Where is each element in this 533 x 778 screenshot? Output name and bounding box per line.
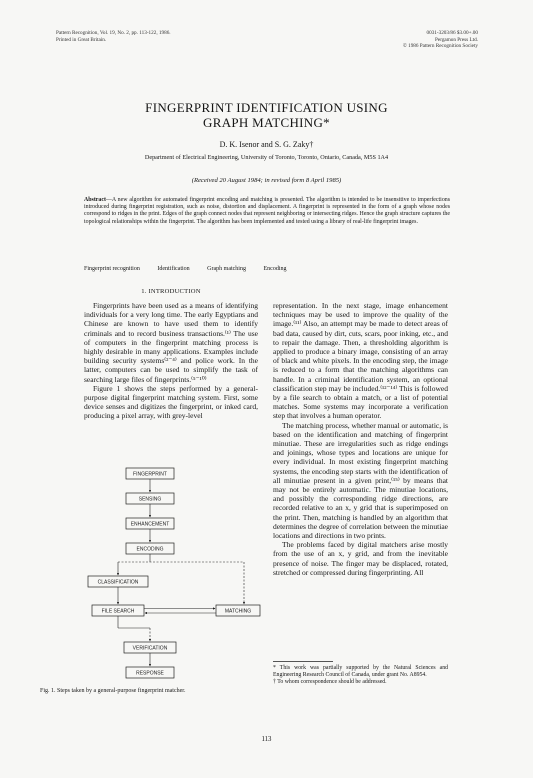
- paragraph: The matching process, whether manual or automatic, is based on the identification and matching of fingerprint minutiae. These are irregularities such as ridge endings and joinings, whose types and locations are unique for every individual. In most existing fingerprint matching systems, the encoding step starts with the identification of all minutiae present in a given print,⁽¹⁵⁾ by means that may not be entirely automatic. The minutiae locations, and possibly the corresponding ridge directions, are recorded relative to an x, y grid that is superimposed on the print. Then, matching is handled by an algorithm that determines the degree of correlation between the minutiae locations and directions in two prints.: [273, 420, 448, 541]
- flow-label-response: RESPONSE: [136, 670, 164, 677]
- footnote-rule: [273, 661, 333, 662]
- paragraph: representation. In the next stage, image enhancement techniques may be used to improve the quality of the image.⁽¹¹⁾ Also, an attempt may be made to detect areas of bad data, caused by dirt, cuts, scars, poor inking, etc., and to repair the damage. Then, a thresholding algorithm is applied to produce a binary image, consisting of an array of black and white pixels. In the encoding step, the image is reduced to a form that the matching algorithms can handle. In a criminal identification system, an optional classification step may be included.⁽¹²⁻¹⁴⁾ This is followed by a file search to obtain a match, or a list of potential matches. Some systems may incorporate a verification step that involves a human operator.: [273, 301, 448, 421]
- journal-citation: Pattern Recognition, Vol. 19, No. 2, pp. 113-122, 1986.: [56, 30, 171, 36]
- publisher: Pergamon Press Ltd.: [435, 36, 478, 43]
- keywords: [84, 265, 450, 273]
- keyword: Encoding: [263, 266, 287, 272]
- paper-title: [0, 100, 533, 130]
- right-column: [273, 301, 448, 577]
- abstract-label: Abstract: [84, 197, 106, 203]
- flow-label-matching: MATCHING: [224, 608, 252, 615]
- title-line-1: FINGERPRINT IDENTIFICATION USING: [145, 100, 388, 115]
- flow-label-fingerprint: FINGERPRINT: [133, 471, 167, 478]
- keyword: Identification: [157, 266, 190, 272]
- printed-in: Printed in Great Britain.: [56, 36, 107, 43]
- flow-label-enhancement: ENHANCEMENT: [130, 521, 170, 528]
- received-dates: (Received 20 August 1984; in revised form 8 April 1985): [191, 177, 342, 184]
- affiliation: Department of Electrical Engineering, University of Toronto, Toronto, Ontario, Canada, M5S 1A4: [144, 154, 389, 161]
- flow-label-encoding: ENCODING: [136, 546, 164, 553]
- figure-1-caption: Fig. 1. Steps taken by a general-purpose fingerprint matcher.: [40, 688, 186, 694]
- title-line-2: GRAPH MATCHING*: [203, 115, 330, 130]
- paragraph: The problems faced by digital matchers arise mostly from the use of an x, y grid, and from the inevitable presence of noise. The finger may be displaced, rotated, stretched or compressed during fingerprinting. All: [273, 540, 448, 577]
- footnote: * This work was partially supported by the Natural Sciences and Engineering Research Council of Canada, under grant No. A8954.: [273, 665, 448, 678]
- copyright-society: © 1986 Pattern Recognition Society: [402, 43, 478, 50]
- journal-header-right: [300, 30, 478, 50]
- footnote: † To whom correspondence should be addressed.: [273, 679, 387, 685]
- keyword: Graph matching: [207, 266, 246, 272]
- issn-price: 0031-3203/86 $3.00+.00: [426, 30, 478, 36]
- authors: D. K. Isenor and S. G. Zaky†: [219, 140, 314, 149]
- left-column: [84, 301, 258, 421]
- page-number: 113: [261, 736, 272, 743]
- abstract-text: —A new algorithm for automated fingerprint encoding and matching is presented. The algorithm is intended to be insensitive to imperfections introduced during fingerprint registration, such as noise, distortion and displacement. A fingerprint is represented in the form of a graph whose nodes correspond to ridges in the print. Edges of the graph connect nodes that represent neighboring or intersecting ridges. Hence the graph structure captures the topological relationships within the fingerprint. The algorithm has been implemented and tested using a library of real-life fingerprint images.: [84, 197, 450, 225]
- flow-label-file-search: FILE SEARCH: [101, 608, 135, 615]
- footnotes: [273, 665, 448, 686]
- paragraph: Fingerprints have been used as a means of identifying individuals for a very long time. The early Egyptians and Chinese are known to have used them to identify criminals and to record business transactions.⁽¹⁾ The use of computers in the fingerprint matching process is highly desirable in many applications. Examples include building security systems⁽²⁻⁴⁾ and police work. In the latter, computers can be used to simplify the task of searching large files of fingerprints.⁽⁵⁻¹⁰⁾: [84, 301, 258, 384]
- flow-label-verification: VERIFICATION: [132, 645, 168, 652]
- keyword: Fingerprint recognition: [84, 266, 140, 272]
- paragraph: Figure 1 shows the steps performed by a general-purpose digital fingerprint matching system. First, some device senses and digitizes the fingerprint, or inked card, producing a pixel array, with grey-level: [84, 383, 258, 421]
- flow-label-classification: CLASSIFICATION: [97, 579, 139, 586]
- journal-header-left: [56, 30, 256, 43]
- flow-label-sensing: SENSING: [138, 496, 162, 503]
- abstract: [84, 197, 450, 226]
- section-heading: 1. INTRODUCTION: [141, 288, 201, 295]
